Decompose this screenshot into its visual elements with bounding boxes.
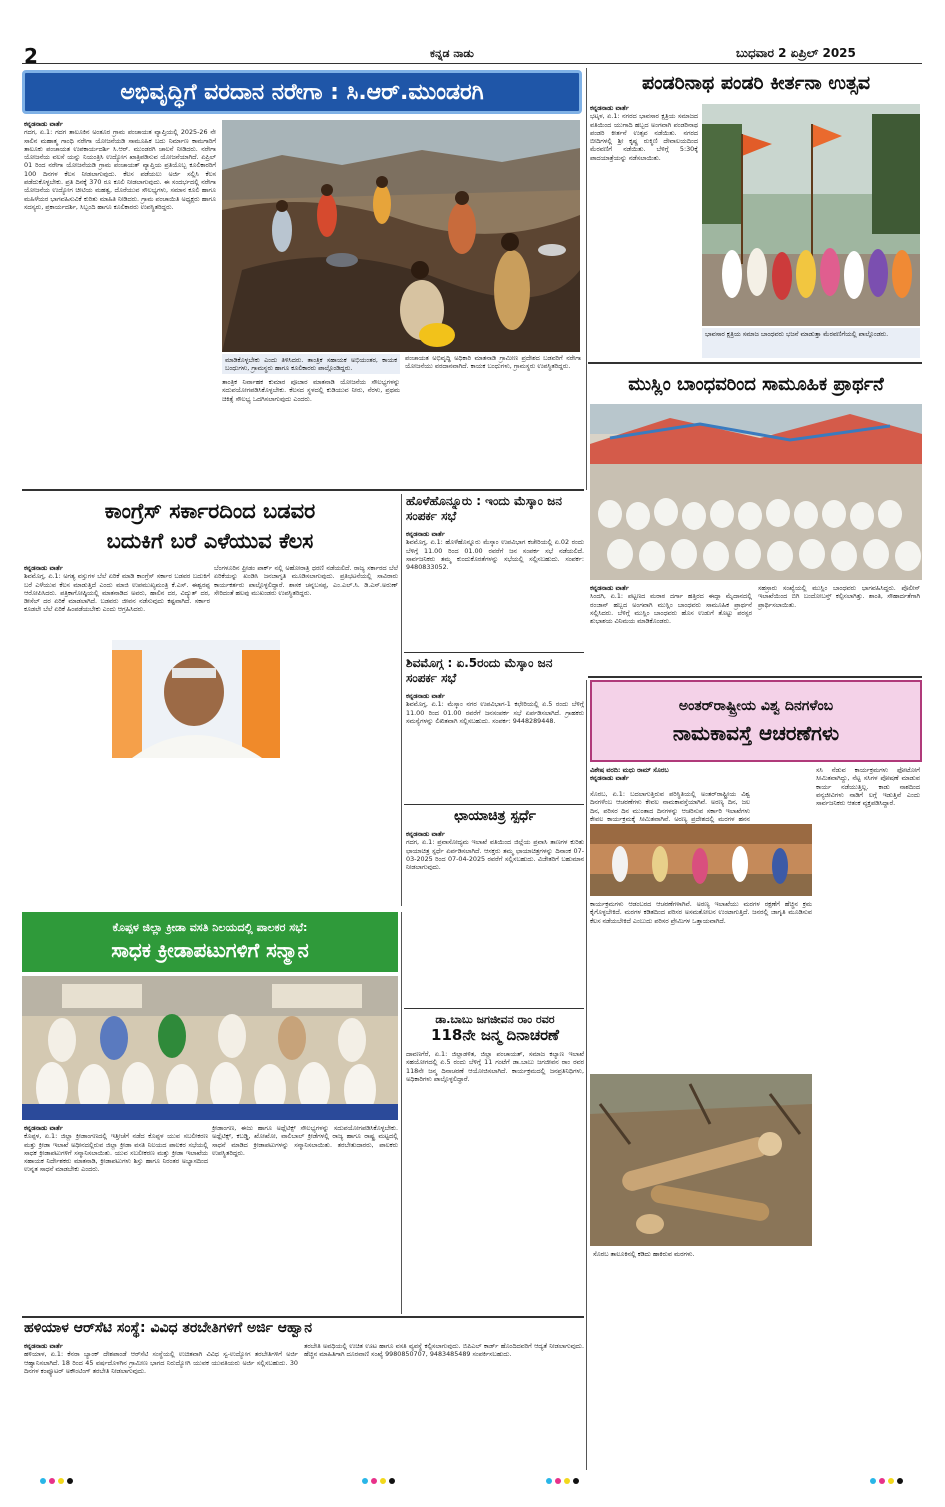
- story11-headline-block: [590, 680, 922, 762]
- divider: [404, 804, 584, 805]
- story6-text: ಶಿವಮೊಗ್ಗ, ಏ.1: ಮೆಸ್ಕಾಂ ನಗರ ಉಪವಿಭಾಗ-1 ಕಛೇರಿಯಲ್ಲಿ ಏ.5 ರಂದು ಬೆಳಿಗ್ಗೆ 11.00 ರಿಂದ 01.00 ರವರೆಗೆ ಜನಸಂಪರ್ಕ ಸಭೆ ಏರ್ಪಡಿಸಲಾಗಿದೆ. ಗ್ರಾಹಕರು ಸಮಸ್ಯೆಗಳನ್ನು ಲಿಖಿತವಾಗಿ ಸಲ್ಲಿಸಬಹುದು. ಸಂಪರ್ಕ: 9448289448.: [406, 700, 584, 725]
- divider: [22, 489, 584, 491]
- story6-byline: ಕನ್ನಡನಾಡು ವಾರ್ತೆ: [406, 692, 445, 700]
- story5-headline: ಹೊಳೆಹೊನ್ನೂರು : ಇಂದು ಮೆಸ್ಕಾಂ ಜನ ಸಂಪರ್ಕ ಸಭೆ: [406, 494, 562, 523]
- story11-caption: ಸೊರಬ ತಾಲೂಕಿನಲ್ಲಿ ಕಡಿದು ಹಾಕಿರುವ ಮರಗಳು.: [590, 1248, 812, 1260]
- story10-text-col1: ಹಳಿಯಾಳ, ಏ.1: ಕೆನರಾ ಬ್ಯಾಂಕ್ ದೇಶಪಾಂಡೆ ಆರ್‌ಸೆಟಿ ಸಂಸ್ಥೆಯಲ್ಲಿ ಉಚಿತವಾಗಿ ವಿವಿಧ ಸ್ವ-ಉದ್ಯೋಗ ತರಬೇತಿಗಳಿಗೆ ಅರ್ಜಿ ಆಹ್ವಾನಿಸಲಾಗಿದೆ. 18 ರಿಂದ 45 ವರ್ಷದೊಳಗಿನ ಗ್ರಾಮೀಣ ಭಾಗದ ನಿರುದ್ಯೋಗಿ ಯುವಕ ಯುವತಿಯರು ಅರ್ಜಿ ಸಲ್ಲಿಸಬಹುದು. 30 ದಿನಗಳ ಕಂಪ್ಯೂಟರ್ ಅಕೌಂಟಿಂಗ್ ತರಬೇತಿ ನೀಡಲಾಗುವುದು.: [24, 1350, 298, 1375]
- registration-dots-left: [40, 1478, 73, 1484]
- column-divider: [586, 68, 587, 490]
- story4-headline-line1: ಕಾಂಗ್ರೆಸ್ ಸರ್ಕಾರದಿಂದ ಬಡವರ: [104, 499, 316, 523]
- paper-name: ಕನ್ನಡ ನಾಡು: [430, 47, 474, 60]
- column-divider: [586, 680, 587, 1470]
- story2-byline: ಕನ್ನಡನಾಡು ವಾರ್ತೆ: [590, 104, 629, 112]
- story4-text-col1: ಶಿವಮೊಗ್ಗ, ಏ.1: ಅಗತ್ಯ ವಸ್ತುಗಳ ಬೆಲೆ ಏರಿಕೆ ಮಾಡಿ ಕಾಂಗ್ರೆಸ್ ಸರ್ಕಾರ ಬಡವರ ಬದುಕಿಗೆ ಬರೆ ಎಳೆಯುವ ಕೆಲಸ ಮಾಡುತ್ತಿದೆ ಎಂದು ಮಾಜಿ ಉಪಮುಖ್ಯಮಂತ್ರಿ ಕೆ.ಎಸ್. ಈಶ್ವರಪ್ಪ ಆರೋಪಿಸಿದರು. ಪತ್ರಿಕಾಗೋಷ್ಠಿಯಲ್ಲಿ ಮಾತನಾಡಿದ ಅವರು, ಹಾಲಿನ ದರ, ವಿದ್ಯುತ್ ದರ, ಡೀಸೆಲ್ ದರ ಏರಿಕೆ ಮಾಡಲಾಗಿದೆ. ಬಡವರು ಜೀವನ ನಡೆಸುವುದು ಕಷ್ಟವಾಗಿದೆ. ಸರ್ಕಾರ ಕೂಡಲೇ ಬೆಲೆ ಏರಿಕೆ ಹಿಂಪಡೆಯಬೇಕು ಎಂದು ಆಗ್ರಹಿಸಿದರು.: [24, 572, 210, 614]
- story3-body-col1: [590, 584, 752, 672]
- story11-body-col3-cont: [816, 1074, 920, 1470]
- story2-headline: ಪಂಡರಿನಾಥ ಪಂಡರಿ ಕೀರ್ತನಾ ಉತ್ಸವ: [641, 72, 871, 94]
- registration-dots-right: [870, 1478, 903, 1484]
- story1-headline: ಅಭಿವೃದ್ಧಿಗೆ ವರದಾನ ನರೇಗಾ : ಸಿ.ಆರ್.ಮುಂಡರಗಿ: [22, 70, 582, 114]
- story4-headline-line2: ಬದುಕಿಗೆ ಬರೆ ಎಳೆಯುವ ಕೆಲಸ: [106, 529, 314, 553]
- story9-headline: ಸಾಧಕ ಕ್ರೀಡಾಪಟುಗಳಿಗೆ ಸನ್ಮಾನ: [111, 938, 309, 962]
- story11-body-col1: ಸೊರಬ, ಏ.1: ಬದಲಾಗುತ್ತಿರುವ ಪರಿಸ್ಥಿತಿಯಲ್ಲಿ ಅಂತರ್‌ರಾಷ್ಟ್ರೀಯ ವಿಶ್ವ ದಿನಗಳೆಂಬ ಆಚರಣೆಗಳು ಕೇವಲ ನಾಮಕಾವಸ್ತೆಯಾಗಿವೆ. ಅರಣ್ಯ ದಿನ, ಜಲ ದಿನ, ಪರಿಸರ ದಿನ ಮುಂತಾದ ದಿನಗಳನ್ನು ಆಚರಿಸುವ ಸರ್ಕಾರಿ ಇಲಾಖೆಗಳು ಕೇವಲ ಕಾರ್ಯಕ್ರಮಕ್ಕೆ ಸೀಮಿತವಾಗಿವೆ. ಅರಣ್ಯ ಪ್ರದೇಶದಲ್ಲಿ ಮರಗಳ ಹನನ: [590, 790, 750, 823]
- procession-photo-illustration: [702, 104, 920, 326]
- story3-body-col2: ಸಹಸ್ರಾರು ಸಂಖ್ಯೆಯಲ್ಲಿ ಮುಸ್ಲಿಂ ಬಾಂಧವರು ಭಾಗವಹಿಸಿದ್ದರು. ಪೊಲೀಸ್ ಇಲಾಖೆಯಿಂದ ಬಿಗಿ ಬಂದೋಬಸ್ತ್ ಕಲ್ಪಿಸಲಾಗಿತ್ತು. ಶಾಂತಿ, ಸೌಹಾರ್ದತೆಗಾಗಿ ಪ್ರಾರ್ಥಿಸಲಾಯಿತು.: [758, 584, 920, 609]
- athletes-group-photo: [22, 976, 398, 1120]
- story8-body: ದಾವಣಗೆರೆ, ಏ.1: ಜಿಲ್ಲಾಡಳಿತ, ಜಿಲ್ಲಾ ಪಂಚಾಯತ್, ಸಮಾಜ ಕಲ್ಯಾಣ ಇಲಾಖೆ ಸಹಯೋಗದಲ್ಲಿ ಏ.5 ರಂದು ಬೆಳಿಗ್ಗೆ 11 ಗಂಟೆಗೆ ಡಾ.ಬಾಬು ಜಗಜೀವನ ರಾಂ ರವರ 118ನೇ ಜನ್ಮ ದಿನಾಚರಣೆ ಆಯೋಜಿಸಲಾಗಿದೆ. ಕಾರ್ಯಕ್ರಮದಲ್ಲಿ ಜನಪ್ರತಿನಿಧಿಗಳು, ಅಧಿಕಾರಿಗಳು ಪಾಲ್ಗೊಳ್ಳಲಿದ್ದಾರೆ.: [406, 1050, 584, 1083]
- divider: [22, 1316, 584, 1318]
- column-divider: [401, 494, 402, 906]
- story4-headline: [22, 494, 398, 558]
- story1-caption: ಮಾಡಿಕೊಳ್ಳಬೇಕು ಎಂದು ತಿಳಿಸಿದರು. ತಾಂತ್ರಿಕ ಸಹಾಯಕ ಅಭಿಯಂತರ, ಕಾಯಕ ಬಂಧುಗಳು, ಗ್ರಾಮಸ್ಥರು ಹಾಗೂ ಕೂಲಿಕಾರರು ಪಾಲ್ಗೊಂಡಿದ್ದರು.: [222, 354, 400, 374]
- story11-body-col3: ಸಸಿ ನೆಡುವ ಕಾರ್ಯಕ್ರಮಗಳು ಫೋಟೋಗೆ ಸೀಮಿತವಾಗಿದ್ದು, ನೆಟ್ಟ ಸಸಿಗಳ ಪೋಷಣೆ ಮಾಡುವ ಕಾರ್ಯ ನಡೆಯುತ್ತಿಲ್ಲ. ಕಾಡು ನಾಶದಿಂದ ವನ್ಯಜೀವಿಗಳು ನಾಡಿಗೆ ಲಗ್ಗೆ ಇಡುತ್ತಿವೆ ಎಂದು ಸಾರ್ವಜನಿಕರು ಆತಂಕ ವ್ಯಕ್ತಪಡಿಸಿದ್ದಾರೆ.: [816, 766, 920, 808]
- story3-byline: ಕನ್ನಡನಾಡು ವಾರ್ತೆ: [590, 584, 629, 592]
- story1-body-col1: [24, 120, 216, 485]
- story3-text-col1: ಸಿಂದಗಿ, ಏ.1: ಪಟ್ಟಣದ ಮರಾಠ ದರ್ಗಾ ಹತ್ತಿರದ ಈದ್ಗಾ ಮೈದಾನದಲ್ಲಿ ರಂಜಾನ್ ಹಬ್ಬದ ಅಂಗವಾಗಿ ಮುಸ್ಲಿಂ ಬಾಂಧವರು ಸಾಮೂಹಿಕ ಪ್ರಾರ್ಥನೆ ಸಲ್ಲಿಸಿದರು. ಬೆಳಿಗ್ಗೆ ಮುಸ್ಲಿಂ ಬಾಂಧವರು ಹೊಸ ಉಡುಗೆ ತೊಟ್ಟು ಪರಸ್ಪರ ಶುಭಾಶಯ ವಿನಿಮಯ ಮಾಡಿಕೊಂಡರು.: [590, 592, 752, 626]
- felled-trees-illustration: [590, 1074, 812, 1246]
- story3-headline: ಮುಸ್ಲಿಂ ಬಾಂಧವರಿಂದ ಸಾಮೂಹಿಕ ಪ್ರಾರ್ಥನೆ: [628, 373, 884, 395]
- story1-body-col3: ಪಂಚಾಯತ ಅಭಿವೃದ್ಧಿ ಅಧಿಕಾರಿ ಮಾತನಾಡಿ ಗ್ರಾಮೀಣ ಪ್ರದೇಶದ ಬಡವರಿಗೆ ನರೇಗಾ ಯೋಜನೆಯು ವರದಾನವಾಗಿದೆ. ಕಾಯಕ ಬಂಧುಗಳು, ಗ್ರಾಮಸ್ಥರು ಉಪಸ್ಥಿತರಿದ್ದರು.: [405, 354, 581, 371]
- story1-text-col1: ಗದಗ, ಏ.1: ಗದಗ ತಾಲೂಕಿನ ಅಂತೂರ ಗ್ರಾಮ ಪಂಚಾಯತ ವ್ಯಾಪ್ತಿಯಲ್ಲಿ 2025-26 ನೇ ಸಾಲಿನ ಮಹಾತ್ಮ ಗಾಂಧಿ ನರೇಗಾ ಯೋಜನೆಯಡಿ ಸಾಮೂಹಿಕ ಬದು ನಿರ್ಮಾಣ ಕಾಮಗಾರಿಗೆ ತಾಲೂಕು ಪಂಚಾಯತ ಉಪಕಾರ್ಯದರ್ಶಿ ಸಿ.ಆರ್. ಮುಂಡರಗಿ ಚಾಲನೆ ನೀಡಿದರು. ನರೇಗಾ ಯೋಜನೆಯ ವಲಸೆ ಯನ್ನು ನಿಯಂತ್ರಿಸಿ ಉದ್ಯೋಗ ಖಾತ್ರಿಪಡಿಸುವ ಯೋಜನೆಯಾಗಿದೆ. ಏಪ್ರಿಲ್ 01 ರಿಂದ ನರೇಗಾ ಯೋಜನೆಯಡಿ ಗ್ರಾಮ ಪಂಚಾಯತ್ ವ್ಯಾಪ್ತಿಯ ಪ್ರತಿಯೊಬ್ಬ ಕೂಲಿಕಾರರಿಗೆ 100 ದಿನಗಳ ಕೆಲಸ ನೀಡಲಾಗುವುದು. ಕೆಲಸ ಪಡೆಯಲು ಅರ್ಜಿ ಸಲ್ಲಿಸಿ ಕೆಲಸ ಪಡೆದುಕೊಳ್ಳಬೇಕು. ಪ್ರತಿ ದಿನಕ್ಕೆ 370 ರೂ ಕೂಲಿ ನೀಡಲಾಗುವುದು. ಈ ಸಂದರ್ಭದಲ್ಲಿ ನರೇಗಾ ಯೋಜನೆಯ ಉದ್ಯೋಗ ಚೀಟಿಯ ಮಹತ್ವ, ದೊರೆಯುವ ಸೌಲಭ್ಯಗಳು, ಸಮಾನ ಕೂಲಿ ಹಾಗೂ ಮಹಿಳೆಯರ ಭಾಗವಹಿಸುವಿಕೆ ಕುರಿತು ಮಾಹಿತಿ ನೀಡಿದರು. ಗ್ರಾಮ ಪಂಚಾಯಿತಿ ಅಧ್ಯಕ್ಷರು ಹಾಗೂ ಸದಸ್ಯರು, ಪ್ರಕಾರ್ಯದರ್ಶಿ, ಸಿಬ್ಬಂದಿ ಹಾಗೂ ಕೂಲಿಕಾರರು ಉಪಸ್ಥಿತರಿದ್ದರು.: [24, 128, 216, 211]
- divider: [588, 676, 922, 678]
- story6-body: [406, 692, 584, 802]
- story9-byline: ಕನ್ನಡನಾಡು ವಾರ್ತೆ: [24, 1124, 63, 1132]
- story2-caption: ಭಾವಸಾರ ಕ್ಷತ್ರಿಯ ಸಮಾಜ ಬಾಂಧವರು ಭಜನೆ ಮಾಡುತ್ತಾ ಮೆರವಣಿಗೆಯಲ್ಲಿ ಪಾಲ್ಗೊಂಡರು.: [702, 328, 920, 358]
- officials-site-photo: [590, 824, 812, 896]
- procession-photo: [702, 104, 920, 326]
- story9-text-col1: ಕೊಪ್ಪಳ, ಏ.1: ಜಿಲ್ಲಾ ಕ್ರೀಡಾಂಗಣದಲ್ಲಿ ಇತ್ತೀಚೆಗೆ ನಡೆದ ಕೊಪ್ಪಳ ಯುವ ಸಬಲೀಕರಣ ಮತ್ತು ಕ್ರೀಡಾ ಇಲಾಖೆ ಅಧೀನದಲ್ಲಿರುವ ಜಿಲ್ಲಾ ಕ್ರೀಡಾ ವಸತಿ ನಿಲಯದ ಪಾಲಕರ ಸಭೆಯಲ್ಲಿ ಸಾಧಕ ಕ್ರೀಡಾಪಟುಗಳಿಗೆ ಸನ್ಮಾನಿಸಲಾಯಿತು. ಯುವ ಸಬಲೀಕರಣ ಮತ್ತು ಕ್ರೀಡಾ ಇಲಾಖೆಯ ಸಹಾಯಕ ನಿರ್ದೇಶಕರು ಮಾತನಾಡಿ, ಕ್ರೀಡಾಪಟುಗಳು ಶಿಸ್ತು ಹಾಗೂ ನಿರಂತರ ಅಭ್ಯಾಸದಿಂದ ಉನ್ನತ ಸಾಧನೆ ಮಾಡಬೇಕು ಎಂದರು.: [24, 1132, 208, 1174]
- divider: [404, 652, 584, 653]
- story9-kicker: ಕೊಪ್ಪಳ ಜಿಲ್ಲಾ ಕ್ರೀಡಾ ವಸತಿ ನಿಲಯದಲ್ಲಿ ಪಾಲಕರ ಸಭೆ:: [112, 921, 308, 934]
- story11-byline: ಕನ್ನಡನಾಡು ವಾರ್ತೆ: [590, 774, 629, 783]
- story10-byline: ಕನ್ನಡನಾಡು ವಾರ್ತೆ: [24, 1342, 63, 1350]
- registration-dots-mid-left: [362, 1478, 395, 1484]
- story9-headline-block: [22, 912, 398, 972]
- story7-headline: ಛಾಯಾಚಿತ್ರ ಸ್ಪರ್ಧೆ: [454, 808, 536, 824]
- story8-headline: [406, 1012, 584, 1046]
- officials-photo-illustration: [590, 824, 812, 896]
- story7-text: ಗದಗ, ಏ.1: ಪ್ರವಾಸೋದ್ಯಮ ಇಲಾಖೆ ವತಿಯಿಂದ ಜಿಲ್ಲೆಯ ಪ್ರವಾಸಿ ತಾಣಗಳ ಕುರಿತು ಛಾಯಾಚಿತ್ರ ಸ್ಪರ್ಧೆ ಏರ್ಪಡಿಸಲಾಗಿದೆ. ಆಸಕ್ತರು ತಮ್ಮ ಛಾಯಾಚಿತ್ರಗಳನ್ನು ದಿನಾಂಕ 07-03-2025 ರಿಂದ 07-04-2025 ರವರೆಗೆ ಸಲ್ಲಿಸಬಹುದು. ವಿಜೇತರಿಗೆ ಬಹುಮಾನ ನೀಡಲಾಗುವುದು.: [406, 838, 584, 872]
- story11-headline-line2: ನಾಮಕಾವಸ್ತೆ ಆಚರಣೆಗಳು: [672, 721, 840, 745]
- story2-body: [590, 104, 698, 328]
- story7-byline: ಕನ್ನಡನಾಡು ವಾರ್ತೆ: [406, 830, 445, 838]
- nrega-photo-illustration: [222, 120, 580, 352]
- story10-body-col2: ತರಬೇತಿ ಅವಧಿಯಲ್ಲಿ ಉಚಿತ ಊಟ ಹಾಗೂ ವಸತಿ ವ್ಯವಸ್ಥೆ ಕಲ್ಪಿಸಲಾಗುವುದು. ಬಿಪಿಎಲ್ ಕಾರ್ಡ್ ಹೊಂದಿದವರಿಗೆ ಆದ್ಯತೆ ನೀಡಲಾಗುವುದು. ಹೆಚ್ಚಿನ ಮಾಹಿತಿಗಾಗಿ ದೂರವಾಣಿ ಸಂಖ್ಯೆ 9980850707, 9483485489 ಸಂಪರ್ಕಿಸಬಹುದು.: [304, 1342, 584, 1359]
- story8-headline-line2: 118ನೇ ಜನ್ಮ ದಿನಾಚರಣೆ: [431, 1026, 559, 1044]
- story5-body: [406, 530, 584, 650]
- story9-body-col2: ಕ್ರೀಡಾಂಗಣ, ಈಜು ಹಾಗೂ ಅಥ್ಲೆಟಿಕ್ಸ್ ಸೌಲಭ್ಯಗಳನ್ನು ಸದುಪಯೋಗಪಡಿಸಿಕೊಳ್ಳಬೇಕು. ಅಥ್ಲೆಟಿಕ್ಸ್, ಕಬಡ್ಡಿ, ಖೋಖೋ, ವಾಲಿಬಾಲ್ ಕ್ರೀಡೆಗಳಲ್ಲಿ ರಾಜ್ಯ ಹಾಗೂ ರಾಷ್ಟ್ರ ಮಟ್ಟದಲ್ಲಿ ಸಾಧನೆ ಮಾಡಿದ ಕ್ರೀಡಾಪಟುಗಳನ್ನು ಸನ್ಮಾನಿಸಲಾಯಿತು. ತರಬೇತುದಾರರು, ಪಾಲಕರು ಉಪಸ್ಥಿತರಿದ್ದರು.: [212, 1124, 398, 1157]
- story11-headline-line1: ಅಂತರ್‌ರಾಷ್ಟ್ರೀಯ ವಿಶ್ವ ದಿನಗಳೆಂಬ: [678, 698, 834, 714]
- story11-kicker: ವಿಶೇಷ ವರದಿ: ಮಧು ರಾಮ್ ಸೊರಬ: [590, 766, 669, 774]
- story8-headline-line1: ಡಾ.ಬಾಬು ಜಗಜೀವನ ರಾಂ ರವರ: [435, 1013, 555, 1026]
- story11-body-col2: ಕಾರ್ಯಕ್ರಮಗಳು ಆಡಂಬರದ ಆಚರಣೆಗಳಾಗಿವೆ. ಅರಣ್ಯ ಇಲಾಖೆಯು ಮರಗಳ ರಕ್ಷಣೆಗೆ ಹೆಚ್ಚಿನ ಕ್ರಮ ಕೈಗೊಳ್ಳಬೇಕಿದೆ. ಮರಗಳ ಕಡಿತದಿಂದ ಪರಿಸರ ಅಸಮತೋಲನ ಉಂಟಾಗುತ್ತಿದೆ. ಜನರಲ್ಲಿ ಜಾಗೃತಿ ಮೂಡಿಸುವ ಕೆಲಸ ನಡೆಯಬೇಕಿದೆ ಎಂಬುದು ಪರಿಸರ ಪ್ರೇಮಿಗಳ ಒತ್ತಾಯವಾಗಿದೆ.: [590, 900, 812, 925]
- date-line: ಬುಧವಾರ 2 ಏಪ್ರಿಲ್ 2025: [736, 46, 856, 60]
- felled-trees-photo: [590, 1074, 812, 1246]
- divider: [588, 362, 922, 364]
- story1-byline: ಕನ್ನಡನಾಡು ವಾರ್ತೆ: [24, 120, 63, 128]
- story2-text: ಭಟ್ಕಳ, ಏ.1: ನಗರದ ಭಾವಸಾರ ಕ್ಷತ್ರಿಯ ಸಮಾಜದ ವತಿಯಿಂದ ಯುಗಾದಿ ಹಬ್ಬದ ಅಂಗವಾಗಿ ಪಂಡರಿನಾಥ ಪಂಡರಿ ಕೀರ್ತನೆ ಉತ್ಸವ ನಡೆಯಿತು. ನಗರದ ಬೀದಿಗಳಲ್ಲಿ ಶ್ರೀ ಕೃಷ್ಣ ರುಕ್ಮಿಣಿ ದೇವಾಲಯದಿಂದ ಮೆರವಣಿಗೆ ನಡೆಯಿತು. ಬೆಳಿಗ್ಗೆ 5:30ಕ್ಕೆ ಪಾದಯಾತ್ರೆಯನ್ನು ನಡೆಸಲಾಯಿತು.: [590, 112, 698, 162]
- page-number: 2: [24, 44, 38, 68]
- registration-dots-mid-right: [546, 1478, 579, 1484]
- story1-body-col2: ತಾಂತ್ರಿಕ ನಿರ್ವಾಹಕ ಕುಮಾರ ಪೂಜಾರ ಮಾತನಾಡಿ ಯೋಜನೆಯ ಸೌಲಭ್ಯಗಳನ್ನು ಸದುಪಯೋಗಪಡಿಸಿಕೊಳ್ಳಬೇಕು. ಕೆಲಸದ ಸ್ಥಳದಲ್ಲಿ ಕುಡಿಯುವ ನೀರು, ನೆರಳು, ಪ್ರಥಮ ಚಿಕಿತ್ಸೆ ಸೌಲಭ್ಯ ಒದಗಿಸಲಾಗುವುದು ಎಂದರು.: [222, 378, 400, 403]
- story5-text: ಶಿವಮೊಗ್ಗ, ಏ.1: ಹೊಳೆಹೊನ್ನೂರು ಮೆಸ್ಕಾಂ ಉಪವಿಭಾಗ ಕಚೇರಿಯಲ್ಲಿ ಏ.02 ರಂದು ಬೆಳಿಗ್ಗೆ 11.00 ರಿಂದ 01.00 ರವರೆಗೆ ಜನ ಸಂಪರ್ಕ ಸಭೆ ನಡೆಯಲಿದೆ. ಸಾರ್ವಜನಿಕರು ತಮ್ಮ ಕುಂದುಕೊರತೆಗಳನ್ನು ಸಭೆಯಲ್ಲಿ ಸಲ್ಲಿಸಬಹುದು. ಸಂಪರ್ಕ: 9480833052.: [406, 538, 584, 572]
- divider: [404, 1008, 584, 1009]
- prayer-photo: [590, 404, 922, 580]
- athletes-photo-illustration: [22, 976, 398, 1120]
- column-divider: [401, 912, 402, 1314]
- story6-headline: ಶಿವಮೊಗ್ಗ : ಏ.5ರಂದು ಮೆಸ್ಕಾಂ ಜನ ಸಂಪರ್ಕ ಸಭೆ: [406, 656, 553, 685]
- story10-headline: ಹಳಿಯಾಳ ಆರ್‌ಸೆಟಿ ಸಂಸ್ಥೆ: ವಿವಿಧ ತರಬೇತಿಗಳಿಗೆ ಅರ್ಜಿ ಆಹ್ವಾನ: [24, 1320, 312, 1336]
- story9-body-col1: [24, 1124, 208, 1310]
- story4-body-col2: ಬೆಂಗಳೂರಿನ ಫ್ರೀಡಂ ಪಾರ್ಕ್ ನಲ್ಲಿ ಅಹೋರಾತ್ರಿ ಧರಣಿ ನಡೆಯಲಿದೆ. ರಾಜ್ಯ ಸರ್ಕಾರದ ಬೆಲೆ ಏರಿಕೆಯನ್ನು ಖಂಡಿಸಿ ಜನಜಾಗೃತಿ ಮೂಡಿಸಲಾಗುವುದು. ಪ್ರತಿಭಟನೆಯಲ್ಲಿ ಸಾವಿರಾರು ಕಾರ್ಯಕರ್ತರು ಪಾಲ್ಗೊಳ್ಳಲಿದ್ದಾರೆ. ಶಾಸಕ ಚನ್ನಬಸಪ್ಪ, ಎಂ.ಎಲ್.ಸಿ. ಡಿ.ಎಸ್.ಅರುಣ್ ಸೇರಿದಂತೆ ಹಲವು ಮುಖಂಡರು ಉಪಸ್ಥಿತರಿದ್ದರು.: [214, 564, 398, 597]
- story7-body: [406, 830, 584, 1006]
- story4-byline: ಕನ್ನಡನಾಡು ವಾರ್ತೆ: [24, 564, 63, 572]
- story10-body-col1: [24, 1342, 298, 1468]
- prayer-photo-illustration: [590, 404, 922, 580]
- story5-byline: ಕನ್ನಡನಾಡು ವಾರ್ತೆ: [406, 530, 445, 538]
- nrega-workers-photo: [222, 120, 580, 352]
